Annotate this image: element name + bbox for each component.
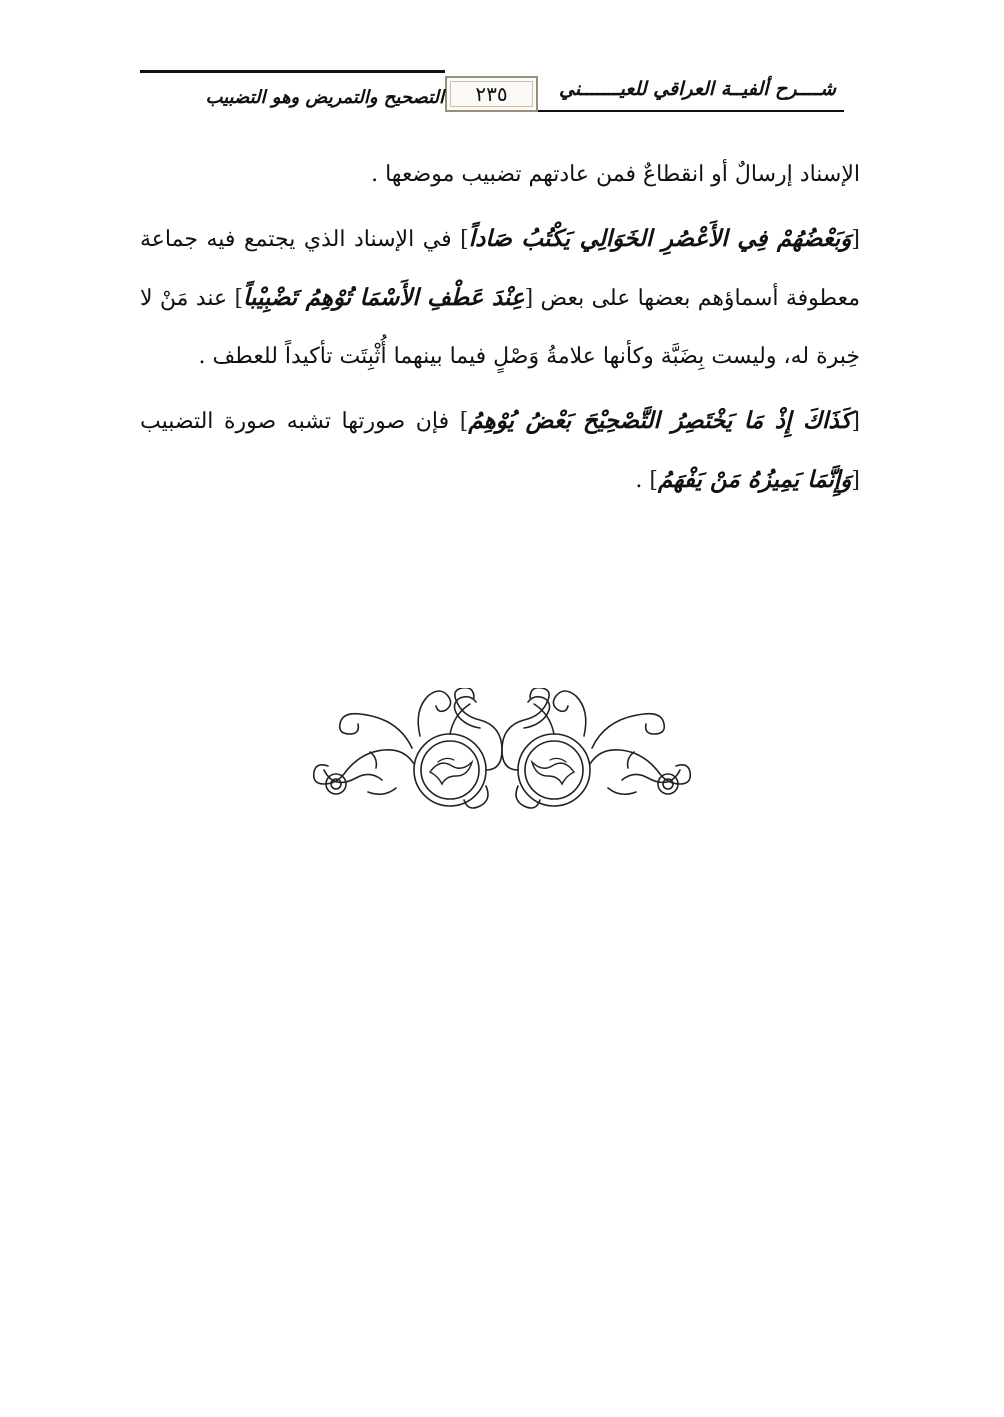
verse-quote: وَإِنَّمَا يَمِيزُهُ مَنْ يَفْهَمُ: [658, 466, 852, 493]
paragraph-2-text: عند مَنْ لا خِبرة له، وليست بِضَبَّة وكأنها علامةُ وَصْلٍ فيما بينهما أُثْبِتَت تأكيداً للعطف .: [140, 286, 860, 369]
chapter-title: التصحيح والتمريض وهو التضبيب: [205, 87, 444, 108]
verse-quote: كَذَاكَ إِذْ مَا يَخْتَصِرُ التَّصْحِيْحَ بَعْضُ يُوْهِمُ: [468, 407, 852, 434]
verse-bracket-close: ]: [234, 286, 244, 311]
verse-quote: عِنْدَ عَطْفِ الأَسْمَا تُوْهِمُ تَضْبِيْباً: [243, 284, 525, 311]
header-rule-bottom: [538, 110, 844, 112]
ornament-left-half: [314, 688, 502, 808]
verse-bracket-open: [: [851, 409, 860, 434]
verse-quote: وَبَعْضُهُمْ فِي الأَعْصُرِ الخَوَالِي يَكْتُبُ صَاداً: [468, 225, 852, 252]
verse-bracket-close: ]: [460, 227, 469, 252]
paragraph-3-text: .: [635, 468, 650, 493]
paragraph-3: [140, 392, 860, 510]
paragraph-2: [140, 210, 860, 386]
paragraph-1-text: الإسناد إرسالٌ أو انقطاعٌ فمن عادتهم تضبيب موضعها .: [371, 162, 860, 187]
paragraph-1: [140, 146, 860, 204]
page-number: ٢٣٥: [445, 76, 538, 112]
floral-scroll-ornament-icon: [300, 688, 704, 828]
verse-bracket-close: ]: [649, 468, 659, 493]
verse-bracket-open: [: [851, 227, 860, 252]
book-title: شــــرح ألفيــة العراقي للعيـــــــني: [559, 78, 836, 100]
verse-bracket-close: ]: [459, 409, 469, 434]
verse-bracket-open: [: [524, 286, 534, 311]
ornament-right-half: [502, 688, 690, 808]
body-text: [140, 146, 860, 516]
paragraph-2-text: في الإسناد الذي يجتمع فيه جماعة معطوفة أسماؤهم بعضها على بعض: [140, 227, 860, 311]
header-rule-top: [140, 70, 445, 73]
paragraph-3-text: فإن صورتها تشبه صورة التضبيب: [140, 409, 460, 434]
page-header: [140, 66, 844, 118]
verse-bracket-open: [: [851, 468, 860, 493]
